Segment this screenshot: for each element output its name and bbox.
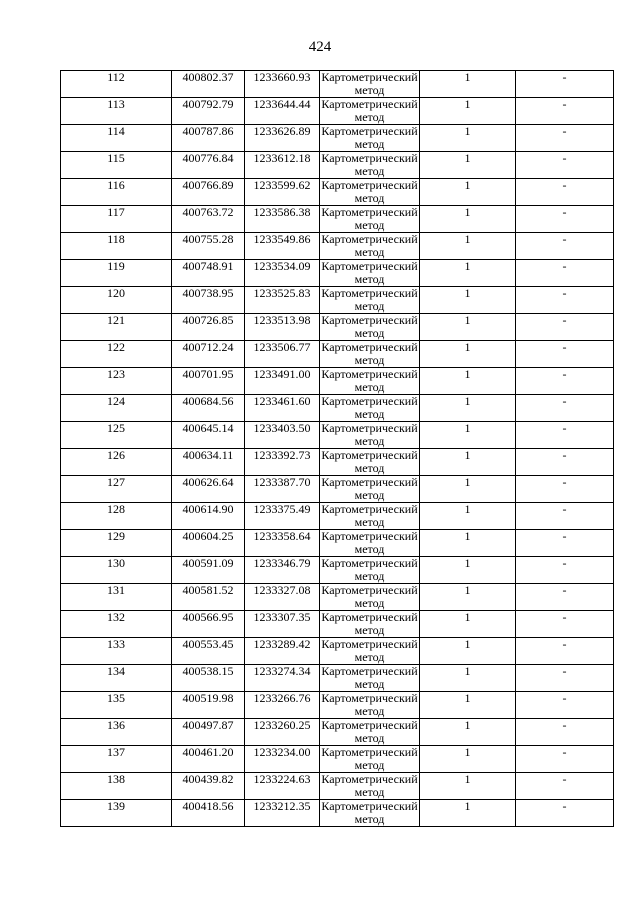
- y-coordinate-cell: 1233403.50: [245, 422, 320, 449]
- point-number-cell: 134: [61, 665, 172, 692]
- method-cell-text: Картометрический метод: [321, 556, 418, 583]
- method-cell-text: Картометрический метод: [321, 124, 418, 151]
- point-number-cell: 137: [61, 746, 172, 773]
- table-row: [61, 638, 614, 665]
- y-coordinate-cell: 1233644.44: [245, 98, 320, 125]
- y-coordinate-cell: 1233461.60: [245, 395, 320, 422]
- x-coordinate-cell: 400726.85: [172, 314, 245, 341]
- table-row: [61, 71, 614, 98]
- method-cell: [320, 746, 420, 773]
- method-cell-text: Картометрический метод: [321, 97, 418, 124]
- point-number-cell: 114: [61, 125, 172, 152]
- y-coordinate-cell: 1233266.76: [245, 692, 320, 719]
- y-coordinate-cell: 1233626.89: [245, 125, 320, 152]
- point-number-cell: 128: [61, 503, 172, 530]
- point-number-cell: 118: [61, 233, 172, 260]
- extra-cell: -: [516, 152, 614, 179]
- method-cell: [320, 125, 420, 152]
- method-cell-text: Картометрический метод: [321, 151, 418, 178]
- accuracy-cell: 1: [420, 584, 516, 611]
- x-coordinate-cell: 400766.89: [172, 179, 245, 206]
- method-cell-text: Картометрический метод: [321, 367, 418, 394]
- y-coordinate-cell: 1233392.73: [245, 449, 320, 476]
- method-cell-text: Картометрический метод: [321, 718, 418, 745]
- point-number-cell: 115: [61, 152, 172, 179]
- y-coordinate-cell: 1233549.86: [245, 233, 320, 260]
- coordinates-table: [60, 70, 614, 827]
- table-row: [61, 692, 614, 719]
- extra-cell: -: [516, 557, 614, 584]
- point-number-cell: 113: [61, 98, 172, 125]
- x-coordinate-cell: 400519.98: [172, 692, 245, 719]
- x-coordinate-cell: 400591.09: [172, 557, 245, 584]
- accuracy-cell: 1: [420, 368, 516, 395]
- method-cell: [320, 449, 420, 476]
- method-cell: [320, 800, 420, 827]
- y-coordinate-cell: 1233586.38: [245, 206, 320, 233]
- method-cell-text: Картометрический метод: [321, 772, 418, 799]
- x-coordinate-cell: 400787.86: [172, 125, 245, 152]
- accuracy-cell: 1: [420, 746, 516, 773]
- method-cell-text: Картометрический метод: [321, 610, 418, 637]
- point-number-cell: 133: [61, 638, 172, 665]
- method-cell: [320, 476, 420, 503]
- accuracy-cell: 1: [420, 98, 516, 125]
- point-number-cell: 139: [61, 800, 172, 827]
- accuracy-cell: 1: [420, 314, 516, 341]
- point-number-cell: 124: [61, 395, 172, 422]
- accuracy-cell: 1: [420, 287, 516, 314]
- accuracy-cell: 1: [420, 260, 516, 287]
- extra-cell: -: [516, 206, 614, 233]
- point-number-cell: 122: [61, 341, 172, 368]
- method-cell-text: Картометрический метод: [321, 475, 418, 502]
- method-cell: [320, 233, 420, 260]
- extra-cell: -: [516, 233, 614, 260]
- point-number-cell: 130: [61, 557, 172, 584]
- accuracy-cell: 1: [420, 233, 516, 260]
- point-number-cell: 117: [61, 206, 172, 233]
- method-cell: [320, 179, 420, 206]
- method-cell-text: Картометрический метод: [321, 286, 418, 313]
- table-row: [61, 746, 614, 773]
- extra-cell: -: [516, 341, 614, 368]
- accuracy-cell: 1: [420, 530, 516, 557]
- method-cell: [320, 530, 420, 557]
- table-row: [61, 476, 614, 503]
- page-number: 424: [308, 39, 332, 55]
- y-coordinate-cell: 1233358.64: [245, 530, 320, 557]
- x-coordinate-cell: 400439.82: [172, 773, 245, 800]
- method-cell: [320, 611, 420, 638]
- x-coordinate-cell: 400763.72: [172, 206, 245, 233]
- x-coordinate-cell: 400461.20: [172, 746, 245, 773]
- point-number-cell: 123: [61, 368, 172, 395]
- table-row: [61, 368, 614, 395]
- extra-cell: -: [516, 368, 614, 395]
- accuracy-cell: 1: [420, 449, 516, 476]
- method-cell: [320, 206, 420, 233]
- y-coordinate-cell: 1233274.34: [245, 665, 320, 692]
- extra-cell: -: [516, 314, 614, 341]
- table-row: [61, 557, 614, 584]
- extra-cell: -: [516, 584, 614, 611]
- extra-cell: -: [516, 611, 614, 638]
- table-row: [61, 422, 614, 449]
- y-coordinate-cell: 1233599.62: [245, 179, 320, 206]
- table-row: [61, 179, 614, 206]
- x-coordinate-cell: 400645.14: [172, 422, 245, 449]
- extra-cell: -: [516, 476, 614, 503]
- coordinates-table-body: [61, 71, 614, 827]
- point-number-cell: 120: [61, 287, 172, 314]
- method-cell: [320, 395, 420, 422]
- method-cell: [320, 773, 420, 800]
- accuracy-cell: 1: [420, 476, 516, 503]
- method-cell: [320, 638, 420, 665]
- method-cell: [320, 557, 420, 584]
- accuracy-cell: 1: [420, 206, 516, 233]
- method-cell: [320, 719, 420, 746]
- y-coordinate-cell: 1233513.98: [245, 314, 320, 341]
- extra-cell: -: [516, 503, 614, 530]
- table-row: [61, 152, 614, 179]
- accuracy-cell: 1: [420, 179, 516, 206]
- x-coordinate-cell: 400566.95: [172, 611, 245, 638]
- point-number-cell: 126: [61, 449, 172, 476]
- extra-cell: -: [516, 773, 614, 800]
- table-row: [61, 530, 614, 557]
- y-coordinate-cell: 1233260.25: [245, 719, 320, 746]
- extra-cell: -: [516, 422, 614, 449]
- method-cell-text: Картометрический метод: [321, 232, 418, 259]
- method-cell-text: Картометрический метод: [321, 583, 418, 610]
- y-coordinate-cell: 1233387.70: [245, 476, 320, 503]
- y-coordinate-cell: 1233346.79: [245, 557, 320, 584]
- point-number-cell: 129: [61, 530, 172, 557]
- table-row: [61, 773, 614, 800]
- method-cell-text: Картометрический метод: [321, 259, 418, 286]
- extra-cell: -: [516, 287, 614, 314]
- extra-cell: -: [516, 71, 614, 98]
- method-cell-text: Картометрический метод: [321, 340, 418, 367]
- method-cell-text: Картометрический метод: [321, 313, 418, 340]
- x-coordinate-cell: 400604.25: [172, 530, 245, 557]
- table-row: [61, 395, 614, 422]
- table-row: [61, 503, 614, 530]
- accuracy-cell: 1: [420, 638, 516, 665]
- method-cell: [320, 98, 420, 125]
- method-cell: [320, 341, 420, 368]
- y-coordinate-cell: 1233525.83: [245, 287, 320, 314]
- table-row: [61, 584, 614, 611]
- extra-cell: -: [516, 125, 614, 152]
- method-cell: [320, 71, 420, 98]
- extra-cell: -: [516, 179, 614, 206]
- table-row: [61, 287, 614, 314]
- point-number-cell: 132: [61, 611, 172, 638]
- accuracy-cell: 1: [420, 800, 516, 827]
- y-coordinate-cell: 1233534.09: [245, 260, 320, 287]
- table-row: [61, 314, 614, 341]
- method-cell-text: Картометрический метод: [321, 421, 418, 448]
- accuracy-cell: 1: [420, 557, 516, 584]
- x-coordinate-cell: 400792.79: [172, 98, 245, 125]
- point-number-cell: 138: [61, 773, 172, 800]
- table-row: [61, 449, 614, 476]
- point-number-cell: 125: [61, 422, 172, 449]
- table-row: [61, 206, 614, 233]
- x-coordinate-cell: 400581.52: [172, 584, 245, 611]
- x-coordinate-cell: 400538.15: [172, 665, 245, 692]
- extra-cell: -: [516, 98, 614, 125]
- method-cell-text: Картометрический метод: [321, 691, 418, 718]
- accuracy-cell: 1: [420, 692, 516, 719]
- method-cell-text: Картометрический метод: [321, 529, 418, 556]
- extra-cell: -: [516, 638, 614, 665]
- accuracy-cell: 1: [420, 773, 516, 800]
- y-coordinate-cell: 1233612.18: [245, 152, 320, 179]
- point-number-cell: 127: [61, 476, 172, 503]
- extra-cell: -: [516, 260, 614, 287]
- method-cell-text: Картометрический метод: [321, 799, 418, 826]
- method-cell: [320, 692, 420, 719]
- method-cell: [320, 584, 420, 611]
- method-cell-text: Картометрический метод: [321, 178, 418, 205]
- point-number-cell: 119: [61, 260, 172, 287]
- method-cell: [320, 314, 420, 341]
- x-coordinate-cell: 400553.45: [172, 638, 245, 665]
- table-row: [61, 611, 614, 638]
- x-coordinate-cell: 400684.56: [172, 395, 245, 422]
- accuracy-cell: 1: [420, 125, 516, 152]
- x-coordinate-cell: 400712.24: [172, 341, 245, 368]
- x-coordinate-cell: 400755.28: [172, 233, 245, 260]
- point-number-cell: 135: [61, 692, 172, 719]
- y-coordinate-cell: 1233289.42: [245, 638, 320, 665]
- extra-cell: -: [516, 665, 614, 692]
- method-cell-text: Картометрический метод: [321, 70, 418, 97]
- extra-cell: -: [516, 395, 614, 422]
- x-coordinate-cell: 400614.90: [172, 503, 245, 530]
- accuracy-cell: 1: [420, 719, 516, 746]
- method-cell-text: Картометрический метод: [321, 448, 418, 475]
- method-cell: [320, 665, 420, 692]
- x-coordinate-cell: 400748.91: [172, 260, 245, 287]
- extra-cell: -: [516, 800, 614, 827]
- extra-cell: -: [516, 746, 614, 773]
- accuracy-cell: 1: [420, 665, 516, 692]
- table-row: [61, 800, 614, 827]
- accuracy-cell: 1: [420, 422, 516, 449]
- x-coordinate-cell: 400634.11: [172, 449, 245, 476]
- extra-cell: -: [516, 692, 614, 719]
- accuracy-cell: 1: [420, 341, 516, 368]
- x-coordinate-cell: 400418.56: [172, 800, 245, 827]
- table-row: [61, 260, 614, 287]
- y-coordinate-cell: 1233660.93: [245, 71, 320, 98]
- table-row: [61, 125, 614, 152]
- table-row: [61, 341, 614, 368]
- table-row: [61, 233, 614, 260]
- method-cell: [320, 503, 420, 530]
- x-coordinate-cell: 400802.37: [172, 71, 245, 98]
- y-coordinate-cell: 1233224.63: [245, 773, 320, 800]
- method-cell-text: Картометрический метод: [321, 394, 418, 421]
- extra-cell: -: [516, 449, 614, 476]
- method-cell: [320, 368, 420, 395]
- method-cell: [320, 287, 420, 314]
- table-row: [61, 98, 614, 125]
- table-row: [61, 665, 614, 692]
- method-cell-text: Картометрический метод: [321, 637, 418, 664]
- table-row: [61, 719, 614, 746]
- point-number-cell: 116: [61, 179, 172, 206]
- y-coordinate-cell: 1233375.49: [245, 503, 320, 530]
- point-number-cell: 136: [61, 719, 172, 746]
- y-coordinate-cell: 1233506.77: [245, 341, 320, 368]
- method-cell: [320, 152, 420, 179]
- accuracy-cell: 1: [420, 152, 516, 179]
- y-coordinate-cell: 1233307.35: [245, 611, 320, 638]
- accuracy-cell: 1: [420, 611, 516, 638]
- method-cell-text: Картометрический метод: [321, 745, 418, 772]
- x-coordinate-cell: 400497.87: [172, 719, 245, 746]
- y-coordinate-cell: 1233327.08: [245, 584, 320, 611]
- method-cell-text: Картометрический метод: [321, 502, 418, 529]
- method-cell-text: Картометрический метод: [321, 205, 418, 232]
- x-coordinate-cell: 400738.95: [172, 287, 245, 314]
- point-number-cell: 112: [61, 71, 172, 98]
- extra-cell: -: [516, 530, 614, 557]
- extra-cell: -: [516, 719, 614, 746]
- x-coordinate-cell: 400626.64: [172, 476, 245, 503]
- accuracy-cell: 1: [420, 71, 516, 98]
- method-cell: [320, 260, 420, 287]
- method-cell: [320, 422, 420, 449]
- point-number-cell: 121: [61, 314, 172, 341]
- x-coordinate-cell: 400776.84: [172, 152, 245, 179]
- x-coordinate-cell: 400701.95: [172, 368, 245, 395]
- accuracy-cell: 1: [420, 395, 516, 422]
- method-cell-text: Картометрический метод: [321, 664, 418, 691]
- y-coordinate-cell: 1233212.35: [245, 800, 320, 827]
- accuracy-cell: 1: [420, 503, 516, 530]
- point-number-cell: 131: [61, 584, 172, 611]
- y-coordinate-cell: 1233234.00: [245, 746, 320, 773]
- y-coordinate-cell: 1233491.00: [245, 368, 320, 395]
